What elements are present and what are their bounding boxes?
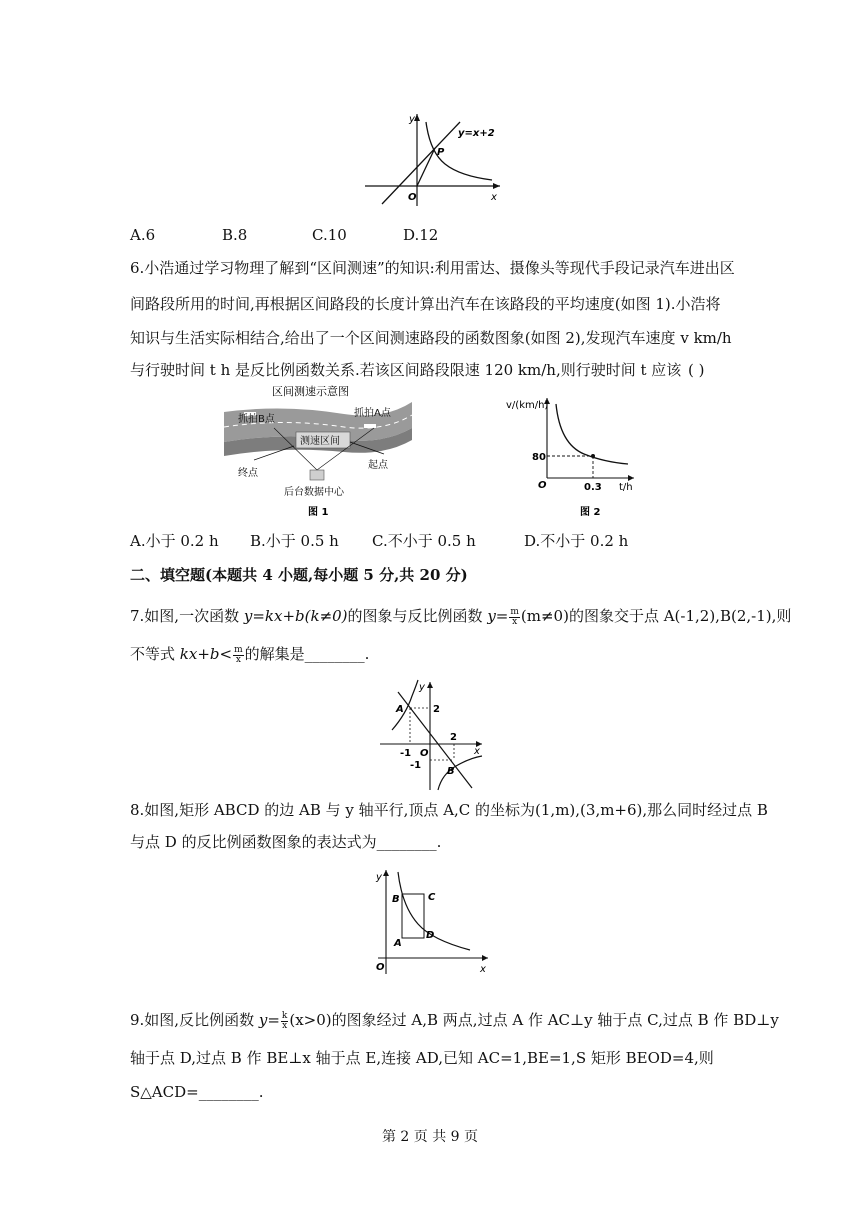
q5-origin: O [408, 192, 417, 203]
q9-text-a: 9.如图,反比例函数 [130, 1011, 259, 1029]
q7-frac2-den: x [235, 654, 241, 665]
q6-figure-1 [224, 384, 414, 520]
section-2-heading: 二、填空题(本题共 4 小题,每小题 5 分,共 20 分) [130, 566, 468, 584]
q5-option-b: B.8 [222, 226, 248, 244]
fig2-origin: O [538, 480, 547, 491]
q9-line-2: 轴于点 D,过点 B 作 BE⊥x 轴于点 E,连接 AD,已知 AC=1,BE=1,S 矩形 BEOD=4,则 [130, 1049, 714, 1067]
q7-point-a: A [396, 704, 404, 715]
q5-figure [360, 108, 510, 210]
q6-option-d: D.不小于 0.2 h [524, 532, 629, 550]
fig1-capture-a: 抓拍A点 [354, 408, 391, 419]
q8-point-a: A [394, 938, 402, 949]
fig2-x-tick: 0.3 [584, 482, 602, 493]
q7-line-1 [130, 606, 791, 627]
q7-y-label: y [419, 682, 425, 693]
q7-frac-den: x [512, 616, 518, 627]
page-footer: 第 2 页 共 9 页 [381, 1129, 479, 1145]
q5-point-p: P [437, 147, 445, 158]
q5-option-a: A.6 [130, 226, 156, 244]
q7-tick-xm1: -1 [400, 748, 412, 759]
fig2-ylabel: v/(km/h) [506, 400, 549, 411]
q8-line-2: 与点 D 的反比例函数图象的表达式为________. [130, 833, 442, 851]
q9-line-1 [130, 1010, 779, 1031]
q7-origin: O [420, 748, 429, 759]
q8-point-c: C [428, 892, 436, 903]
q7-frac2-num: m [234, 644, 243, 655]
q9-fraction [281, 1012, 288, 1031]
fig1-zone: 测速区间 [300, 436, 340, 447]
fig1-start: 起点 [368, 460, 388, 471]
q7-text-l2a: 不等式 [130, 645, 180, 663]
q5-x-label: x [491, 192, 497, 203]
fig1-title: 区间测速示意图 [272, 385, 349, 398]
q7-line-2 [130, 644, 369, 665]
q7-linear-func: y=kx+b(k≠0) [243, 607, 348, 625]
q6-option-c: C.不小于 0.5 h [372, 532, 476, 550]
q7-text-c: 的图象与反比例函数 [347, 607, 488, 625]
q7-fraction [509, 608, 520, 627]
q7-frac-num: m [510, 606, 519, 617]
fig2-caption: 图 2 [580, 507, 601, 518]
fig2-y-tick: 80 [532, 452, 546, 463]
q9-frac-num: k [281, 1010, 288, 1021]
fig1-caption: 图 1 [308, 507, 329, 518]
q5-option-c: C.10 [312, 226, 347, 244]
q6-line-4: 与行驶时间 t h 是反比例函数关系.若该区间路段限速 120 km/h,则行驶时间 t 应该 [130, 361, 682, 379]
q7-text-e: (m≠0) [520, 607, 569, 625]
q6-option-b: B.小于 0.5 h [250, 532, 339, 550]
fig2-xlabel: t/h [619, 482, 633, 493]
q6-figure-2 [504, 392, 644, 520]
q7-tick-y2: 2 [433, 704, 440, 715]
q7-text-f: 的图象交于点 A(-1,2),B(2,-1),则 [568, 607, 792, 625]
q8-figure [366, 866, 494, 978]
q8-point-d: D [426, 930, 435, 941]
q9-y-eq: y= [258, 1011, 280, 1029]
q5-option-d: D.12 [403, 226, 439, 244]
fig1-center: 后台数据中心 [284, 487, 344, 498]
q7-y-eq: y= [487, 607, 509, 625]
q9-frac-den: x [282, 1020, 288, 1031]
q7-tick-x2: 2 [450, 732, 457, 743]
q5-line-label: y=x+2 [458, 128, 495, 139]
q8-origin: O [376, 962, 385, 973]
q7-x-label: x [474, 746, 480, 757]
q6-line-1: 6.小浩通过学习物理了解到“区间测速”的知识:利用雷达、摄像头等现代手段记录汽车进出区 [130, 259, 735, 277]
q7-fraction-2 [233, 646, 244, 665]
q6-line-3: 知识与生活实际相结合,给出了一个区间测速路段的函数图象(如图 2),发现汽车速度 v km/h [130, 329, 732, 347]
q8-x-label: x [480, 964, 486, 975]
q7-tick-ym1: -1 [410, 760, 422, 771]
q8-y-label: y [376, 872, 382, 883]
q5-y-label: y [409, 114, 415, 125]
q8-line-1: 8.如图,矩形 ABCD 的边 AB 与 y 轴平行,顶点 A,C 的坐标为(1,m),(3,m+6),那么同时经过点 B [130, 801, 768, 819]
q6-line-2: 间路段所用的时间,再根据区间路段的长度计算出汽车在该路段的平均速度(如图 1).小浩将 [130, 295, 721, 313]
q7-point-b: B [447, 766, 455, 777]
q7-text-a: 7.如图,一次函数 [130, 607, 244, 625]
fig1-end: 终点 [238, 468, 258, 479]
q6-option-a: A.小于 0.2 h [130, 532, 219, 550]
q6-answer-bracket: ( ) [688, 361, 705, 379]
q9-text-c: (x>0)的图象经过 A,B 两点,过点 A 作 AC⊥y 轴于点 C,过点 B 作 BD⊥y [289, 1011, 779, 1029]
q9-line-3: S△ACD=________. [130, 1083, 264, 1101]
q7-figure [376, 678, 488, 792]
q8-point-b: B [392, 894, 400, 905]
q7-inequality: kx+b< [179, 645, 233, 663]
fig1-capture-b: 抓拍B点 [238, 414, 275, 425]
q7-text-l2c: 的解集是________. [244, 645, 370, 663]
